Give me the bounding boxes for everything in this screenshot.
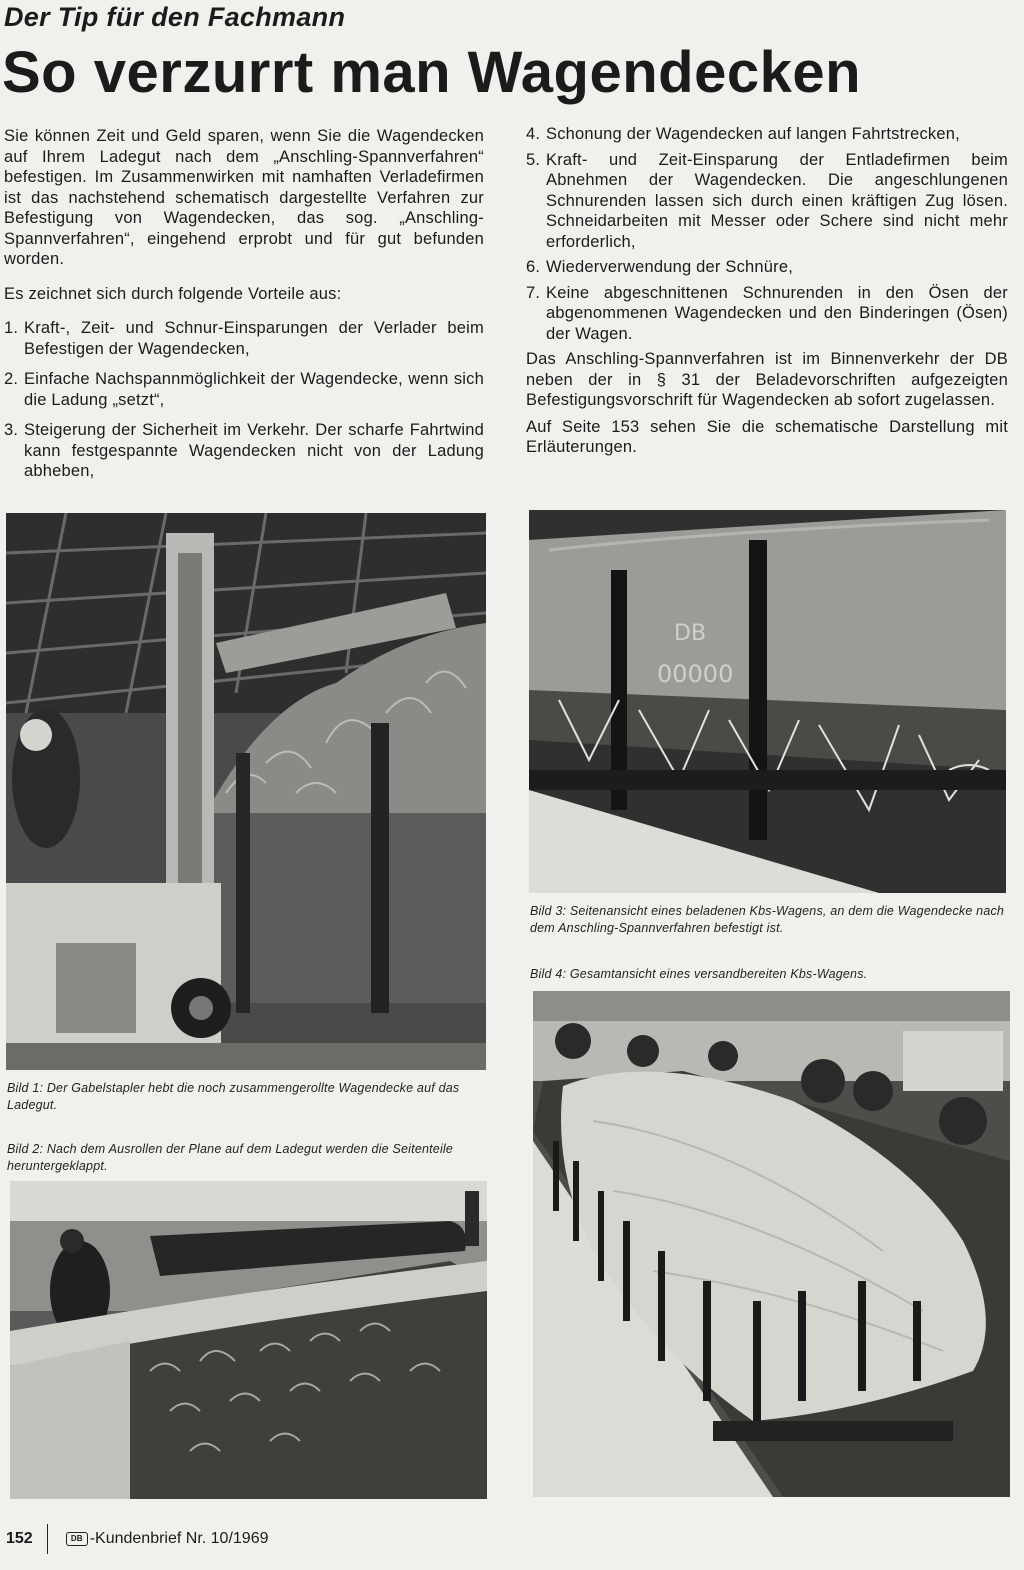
list-item (4, 369, 484, 410)
list-number: 1. (4, 319, 19, 337)
left-text-column (4, 126, 484, 492)
list-text: Keine abgeschnittenen Schnurenden in den Ösen der abgenommenen Wagendecken und den Binderingen (Ösen) der Wagen. (546, 283, 1008, 343)
headline: So verzurrt man Wagendecken (2, 40, 862, 105)
list-item (526, 124, 1008, 145)
list-number: 6. (526, 258, 541, 276)
list-text: Einfache Nachspannmöglichkeit der Wagendecke, wenn sich die Ladung „setzt“, (24, 370, 484, 409)
footer-divider (47, 1524, 48, 1554)
list-number: 4. (526, 125, 541, 143)
list-text: Kraft- und Zeit-Einsparung der Entladefirmen beim Abnehmen der Wagendecken. Die angeschlungenen Schnurenden lassen sich durch einen kräftigen Zug lösen. Schneidarbeiten mit Messer oder Schere sind nicht mehr erforderlich, (546, 150, 1008, 251)
caption-bild3: Bild 3: Seitenansicht eines beladenen Kbs-Wagens, an dem die Wagendecke nach dem Anschling-Spannverfahren befestigt ist. (530, 904, 1005, 935)
list-number: 3. (4, 421, 19, 439)
list-number: 7. (526, 283, 541, 302)
intro-paragraph: Sie können Zeit und Geld sparen, wenn Sie die Wagendecken auf Ihrem Ladegut nach dem „Anschling-Spannverfahren“ befestigen. Im Zusammenwirken mit namhaften Verladefirmen ist das nachstehend schematisch dargestellte Verfahren zur Befestigung von Wagendecken, das sog. „Anschling-Spannverfahren“, eingehend erprobt und für gut befunden worden. (4, 127, 484, 268)
photo-forklift (6, 513, 486, 1070)
list-text: Steigerung der Sicherheit im Verkehr. Der scharfe Fahrtwind kann festgespannte Wagendecken nicht von der Ladung abheben, (24, 421, 484, 480)
list-text: Schonung der Wagendecken auf langen Fahrtstrecken, (546, 125, 960, 143)
page-footer (6, 1524, 269, 1554)
page-number: 152 (6, 1530, 33, 1547)
list-item (4, 318, 484, 359)
list-item (526, 257, 1008, 278)
approval-paragraph: Das Anschling-Spannverfahren ist im Binnenverkehr der DB neben der in § 31 der Beladevorschriften aufgezeigten Befestigungsvorschrift für Wagendecken ab sofort zugelassen. (526, 350, 1008, 409)
list-number: 2. (4, 370, 19, 388)
right-text-column (526, 124, 1008, 464)
tarp-marking-number: 00000 (657, 660, 734, 688)
photo-overall-view (533, 991, 1010, 1497)
advantages-lead: Es zeichnet sich durch folgende Vorteile aus: (4, 284, 342, 303)
list-number: 5. (526, 150, 541, 169)
list-item (526, 150, 1008, 253)
caption-bild2: Bild 2: Nach dem Ausrollen der Plane auf dem Ladegut werden die Seitenteile heruntergeklappt. (7, 1142, 454, 1173)
photo-side-view (529, 510, 1006, 893)
caption-bild4: Bild 4: Gesamtansicht eines versandbereiten Kbs-Wagens. (530, 967, 868, 981)
list-item (526, 283, 1008, 345)
db-logo-icon: DB (66, 1532, 88, 1546)
kicker: Der Tip für den Fachmann (4, 2, 346, 32)
list-text: Wiederverwendung der Schnüre, (546, 258, 794, 276)
list-item (4, 420, 484, 482)
reference-paragraph: Auf Seite 153 sehen Sie die schematische Darstellung mit Erläuterungen. (526, 417, 1008, 456)
list-text: Kraft-, Zeit- und Schnur-Einsparungen der Verlader beim Befestigen der Wagendecken, (24, 319, 484, 358)
photo-tarp-unrolled (10, 1181, 487, 1499)
caption-bild1: Bild 1: Der Gabelstapler hebt die noch zusammengerollte Wagendecke auf das Ladegut. (7, 1081, 460, 1112)
publication-title: -Kundenbrief Nr. 10/1969 (89, 1530, 269, 1547)
tarp-marking-db: DB (674, 621, 707, 646)
